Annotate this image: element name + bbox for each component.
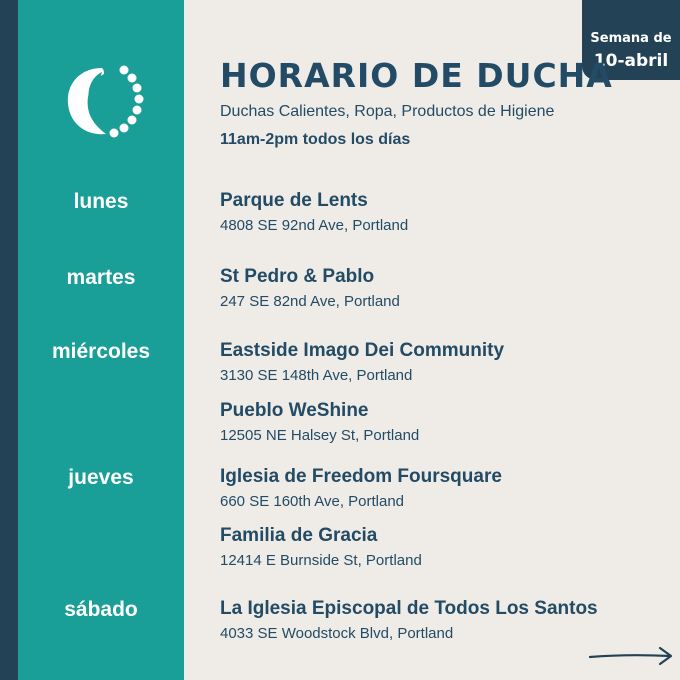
location-name: La Iglesia Episcopal de Todos Los Santos [220,598,598,619]
arrow-right-icon[interactable] [588,645,674,671]
location-address: 4808 SE 92nd Ave, Portland [220,217,409,234]
hours-text: 11am-2pm todos los días [220,131,411,148]
day-label-monday: lunes [73,190,129,213]
location-address: 12414 E Burnside St, Portland [220,552,422,569]
location-name: Parque de Lents [220,190,368,211]
location-address: 4033 SE Woodstock Blvd, Portland [220,625,454,642]
location-name: Iglesia de Freedom Foursquare [220,466,502,487]
day-label-tuesday: martes [66,266,136,289]
location-address: 12505 NE Halsey St, Portland [220,427,420,444]
services-subtitle: Duchas Calientes, Ropa, Productos de Higiene [220,103,555,120]
day-label-wednesday: miércoles [51,340,151,363]
water-drop-logo-icon [62,62,152,142]
location-address: 247 SE 82nd Ave, Portland [220,293,400,310]
day-label-thursday: jueves [68,466,134,489]
location-address: 3130 SE 148th Ave, Portland [220,367,413,384]
location-address: 660 SE 160th Ave, Portland [220,493,405,510]
location-name: Eastside Imago Dei Community [220,340,505,361]
page-title: HORARIO DE DUCHA [220,56,613,95]
location-name: Familia de Gracia [220,525,378,546]
week-date: 10-abril [593,51,669,71]
week-label: Semana de [590,31,672,46]
day-label-saturday: sábado [64,598,138,621]
location-name: Pueblo WeShine [220,400,369,421]
left-edge-band [0,0,20,680]
location-name: St Pedro & Pablo [220,266,375,287]
